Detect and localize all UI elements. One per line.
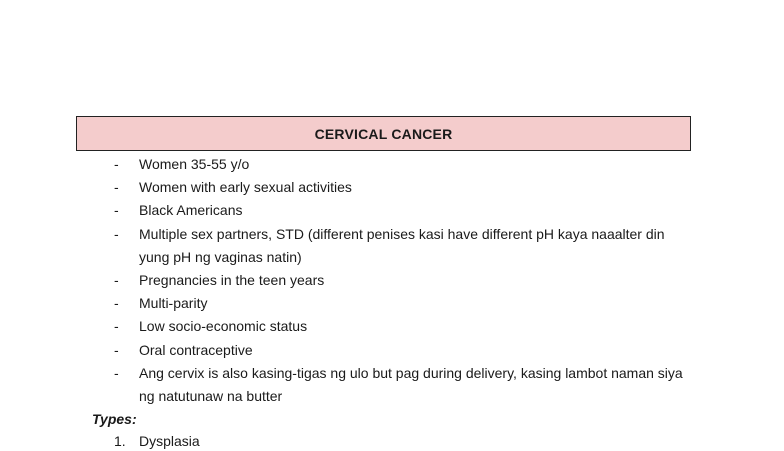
risk-factor-list <box>0 153 784 408</box>
section-title: CERVICAL CANCER <box>314 125 453 142</box>
list-item-text: Women 35-55 y/o <box>139 156 250 172</box>
list-item <box>0 176 784 199</box>
bullet-marker: - <box>114 225 119 242</box>
list-item-text: Women with early sexual activities <box>139 179 352 196</box>
list-item-text: Ang cervix is also kasing-tigas ng ulo but pag during delivery, kasing lambot naman siya ng natutunaw na butter <box>139 364 683 405</box>
number-marker: 1. <box>114 433 126 449</box>
types-list <box>0 431 784 451</box>
list-item-text: Dysplasia <box>139 433 200 449</box>
list-item <box>0 315 784 338</box>
bullet-marker: - <box>114 364 119 381</box>
bullet-marker: - <box>114 272 119 289</box>
list-item-text: Low socio-economic status <box>139 318 308 335</box>
bullet-marker: - <box>114 179 119 196</box>
list-item <box>0 292 784 315</box>
bullet-marker: - <box>114 318 119 335</box>
list-item <box>0 431 784 451</box>
list-item-text: Black Americans <box>139 202 243 219</box>
list-item-text: Multiple sex partners, STD (different penises kasi have different pH kaya naaalter din yung pH ng vaginas natin) <box>139 225 665 265</box>
types-heading: Types: <box>92 411 137 427</box>
list-item <box>0 223 784 269</box>
list-item <box>0 362 784 408</box>
list-item <box>0 199 784 222</box>
list-item-text: Multi-parity <box>139 295 208 312</box>
bullet-marker: - <box>114 295 119 312</box>
list-item-text: Oral contraceptive <box>139 341 253 358</box>
section-header <box>76 116 691 151</box>
list-item <box>0 153 784 176</box>
bullet-marker: - <box>114 156 119 172</box>
list-item <box>0 339 784 362</box>
bullet-marker: - <box>114 202 119 219</box>
list-item <box>0 269 784 292</box>
bullet-marker: - <box>114 341 119 358</box>
list-item-text: Pregnancies in the teen years <box>139 272 325 289</box>
